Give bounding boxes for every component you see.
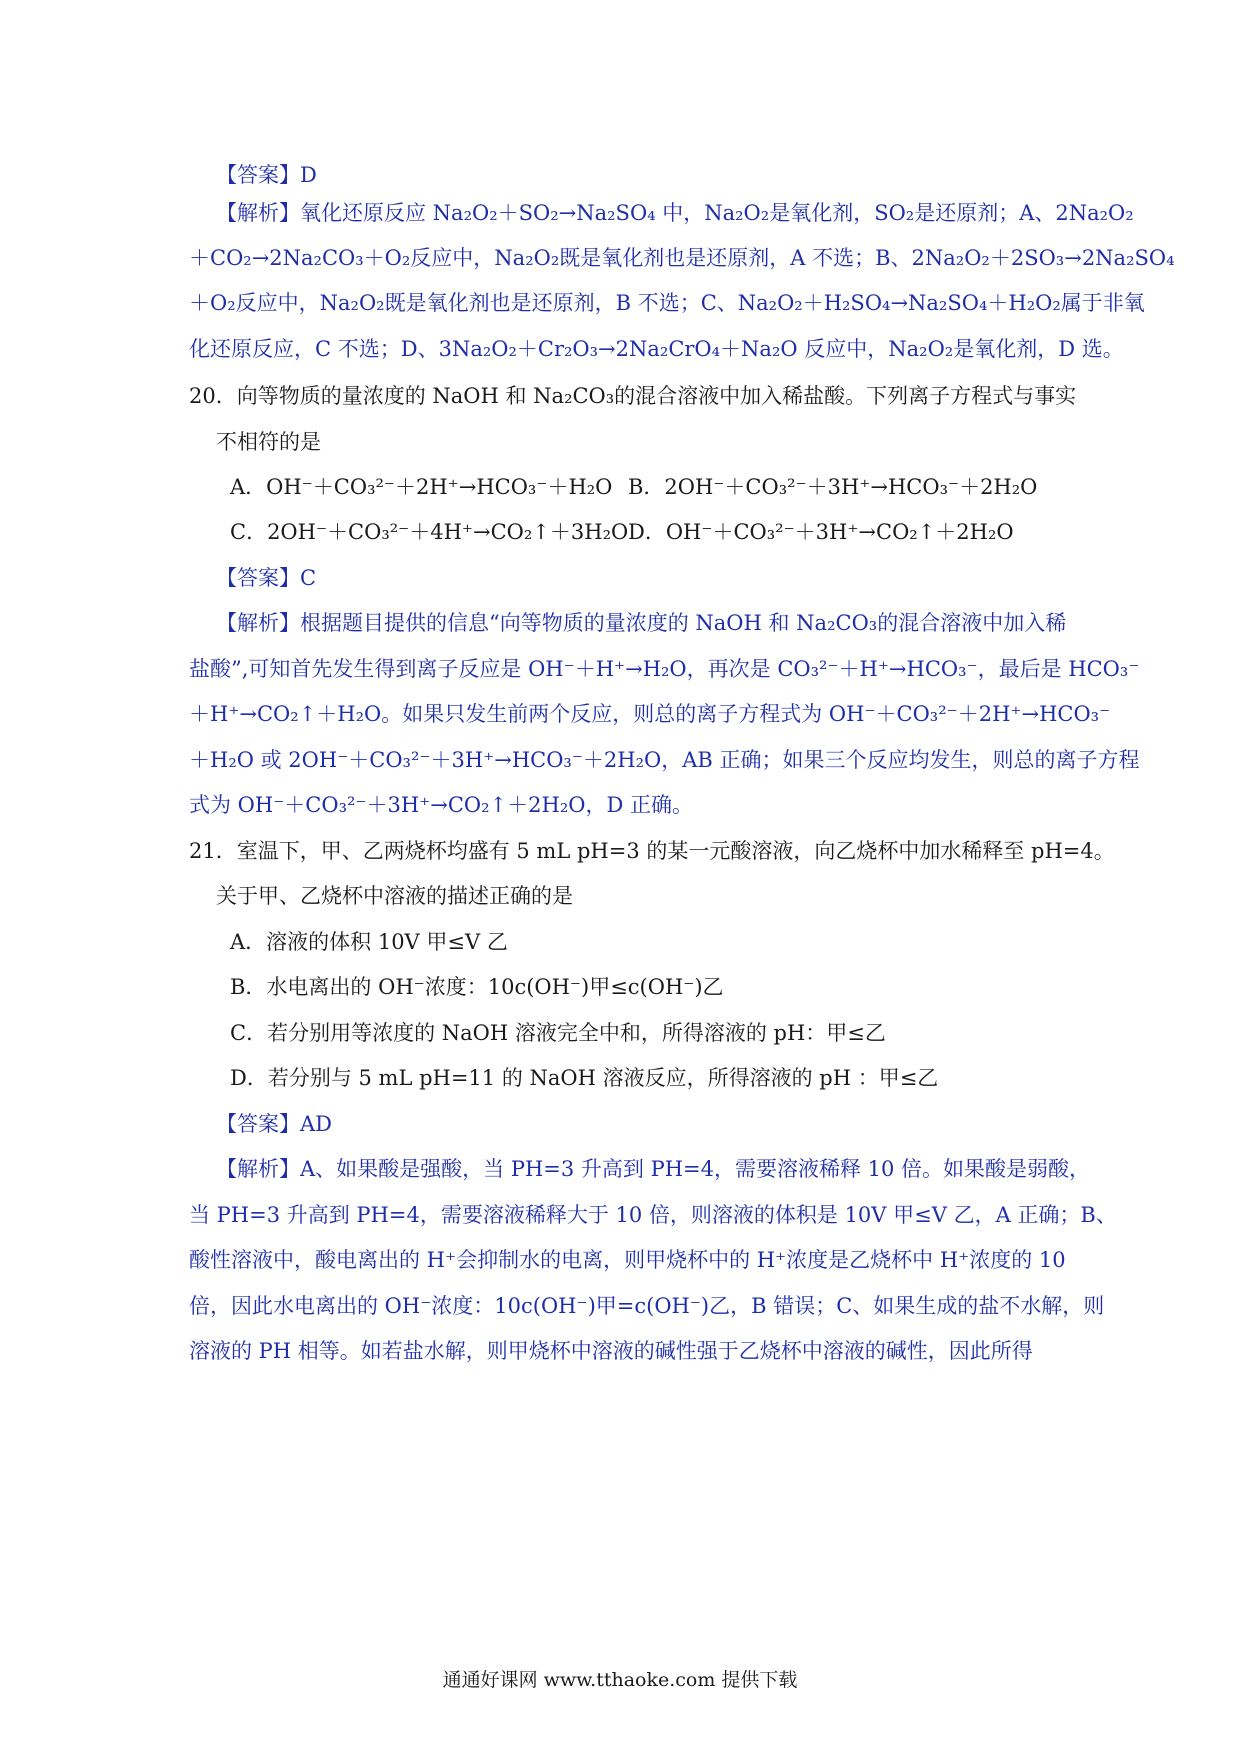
q20-analysis-line-1: 【解析】根据题目提供的信息“向等物质的量浓度的 NaOH 和 Na₂CO₃的混合溶液中加入稀 [216,611,1067,635]
q19-analysis-line-4: 化还原反应，C 不选；D、3Na₂O₂＋Cr₂O₃→2Na₂CrO₄＋Na₂O 反应中，Na₂O₂是氧化剂，D 选。 [189,337,1124,361]
q20-analysis-line-3: ＋H⁺→CO₂↑＋H₂O。如果只发生前两个反应，则总的离子方程式为 OH⁻＋CO₃²⁻＋2H⁺→HCO₃⁻ [189,702,1111,726]
q19-analysis-line-3: ＋O₂反应中，Na₂O₂既是氧化剂也是还原剂，B 不选；C、Na₂O₂＋H₂SO₄→Na₂SO₄＋H₂O₂属于非氧 [189,291,1145,315]
q20-stem-line-1: 20．向等物质的量浓度的 NaOH 和 Na₂CO₃的混合溶液中加入稀盐酸。下列离子方程式与事实 [189,384,1077,408]
q21-analysis-line-2: 当 PH=3 升高到 PH=4，需要溶液稀释大于 10 倍，则溶液的体积是 10V 甲≤V 乙，A 正确；B、 [189,1203,1117,1227]
q19-analysis-line-2: ＋CO₂→2Na₂CO₃＋O₂反应中，Na₂O₂既是氧化剂也是还原剂，A 不选；B、2Na₂O₂＋2SO₃→2Na₂SO₄ [189,246,1175,270]
q20-option-b: B．2OH⁻＋CO₃²⁻＋3H⁺→HCO₃⁻＋2H₂O [628,475,1038,499]
q21-answer: 【答案】AD [216,1112,333,1136]
q21-stem-line-1: 21．室温下，甲、乙两烧杯均盛有 5 mL pH=3 的某一元酸溶液，向乙烧杯中加水稀释至 pH=4。 [189,839,1115,863]
q21-option-b: B．水电离出的 OH⁻浓度：10c(OH⁻)甲≤c(OH⁻)乙 [230,975,724,999]
q20-answer: 【答案】C [216,566,317,590]
q19-answer: 【答案】D [216,163,317,187]
q20-option-c: C．2OH⁻＋CO₃²⁻＋4H⁺→CO₂↑＋3H₂O [230,520,629,544]
q21-option-a: A．溶液的体积 10V 甲≤V 乙 [230,930,508,954]
q20-analysis-line-2: 盐酸”,可知首先发生得到离子反应是 OH⁻＋H⁺→H₂O，再次是 CO₃²⁻＋H⁺→HCO₃⁻，最后是 HCO₃⁻ [189,657,1140,681]
q21-option-c: C．若分别用等浓度的 NaOH 溶液完全中和，所得溶液的 pH：甲≤乙 [230,1021,886,1045]
q20-stem-line-2: 不相符的是 [216,430,321,454]
q20-analysis-line-5: 式为 OH⁻＋CO₃²⁻＋3H⁺→CO₂↑＋2H₂O，D 正确。 [189,793,693,817]
q21-stem-line-2: 关于甲、乙烧杯中溶液的描述正确的是 [216,884,573,908]
q21-analysis-line-3: 酸性溶液中，酸电离出的 H⁺会抑制水的电离，则甲烧杯中的 H⁺浓度是乙烧杯中 H⁺浓度的 10 [189,1248,1066,1272]
q21-analysis-line-5: 溶液的 PH 相等。如若盐水解，则甲烧杯中溶液的碱性强于乙烧杯中溶液的碱性，因此所得 [189,1339,1033,1363]
q21-analysis-line-4: 倍，因此水电离出的 OH⁻浓度：10c(OH⁻)甲=c(OH⁻)乙，B 错误；C、如果生成的盐不水解，则 [189,1294,1105,1318]
page-footer: 通通好课网 www.tthaoke.com 提供下载 [442,1669,798,1691]
q20-option-d: D．OH⁻＋CO₃²⁻＋3H⁺→CO₂↑＋2H₂O [628,520,1014,544]
q20-option-a: A．OH⁻＋CO₃²⁻＋2H⁺→HCO₃⁻＋H₂O [230,475,613,499]
q20-analysis-line-4: ＋H₂O 或 2OH⁻＋CO₃²⁻＋3H⁺→HCO₃⁻＋2H₂O，AB 正确；如果三个反应均发生，则总的离子方程 [189,748,1140,772]
q21-analysis-line-1: 【解析】A、如果酸是强酸，当 PH=3 升高到 PH=4，需要溶液稀释 10 倍。如果酸是弱酸， [216,1157,1091,1181]
q19-analysis-line-1: 【解析】氧化还原反应 Na₂O₂＋SO₂→Na₂SO₄ 中，Na₂O₂是氧化剂，SO₂是还原剂；A、2Na₂O₂ [216,201,1134,225]
q21-option-d: D．若分别与 5 mL pH=11 的 NaOH 溶液反应，所得溶液的 pH ：甲≤乙 [230,1066,939,1090]
